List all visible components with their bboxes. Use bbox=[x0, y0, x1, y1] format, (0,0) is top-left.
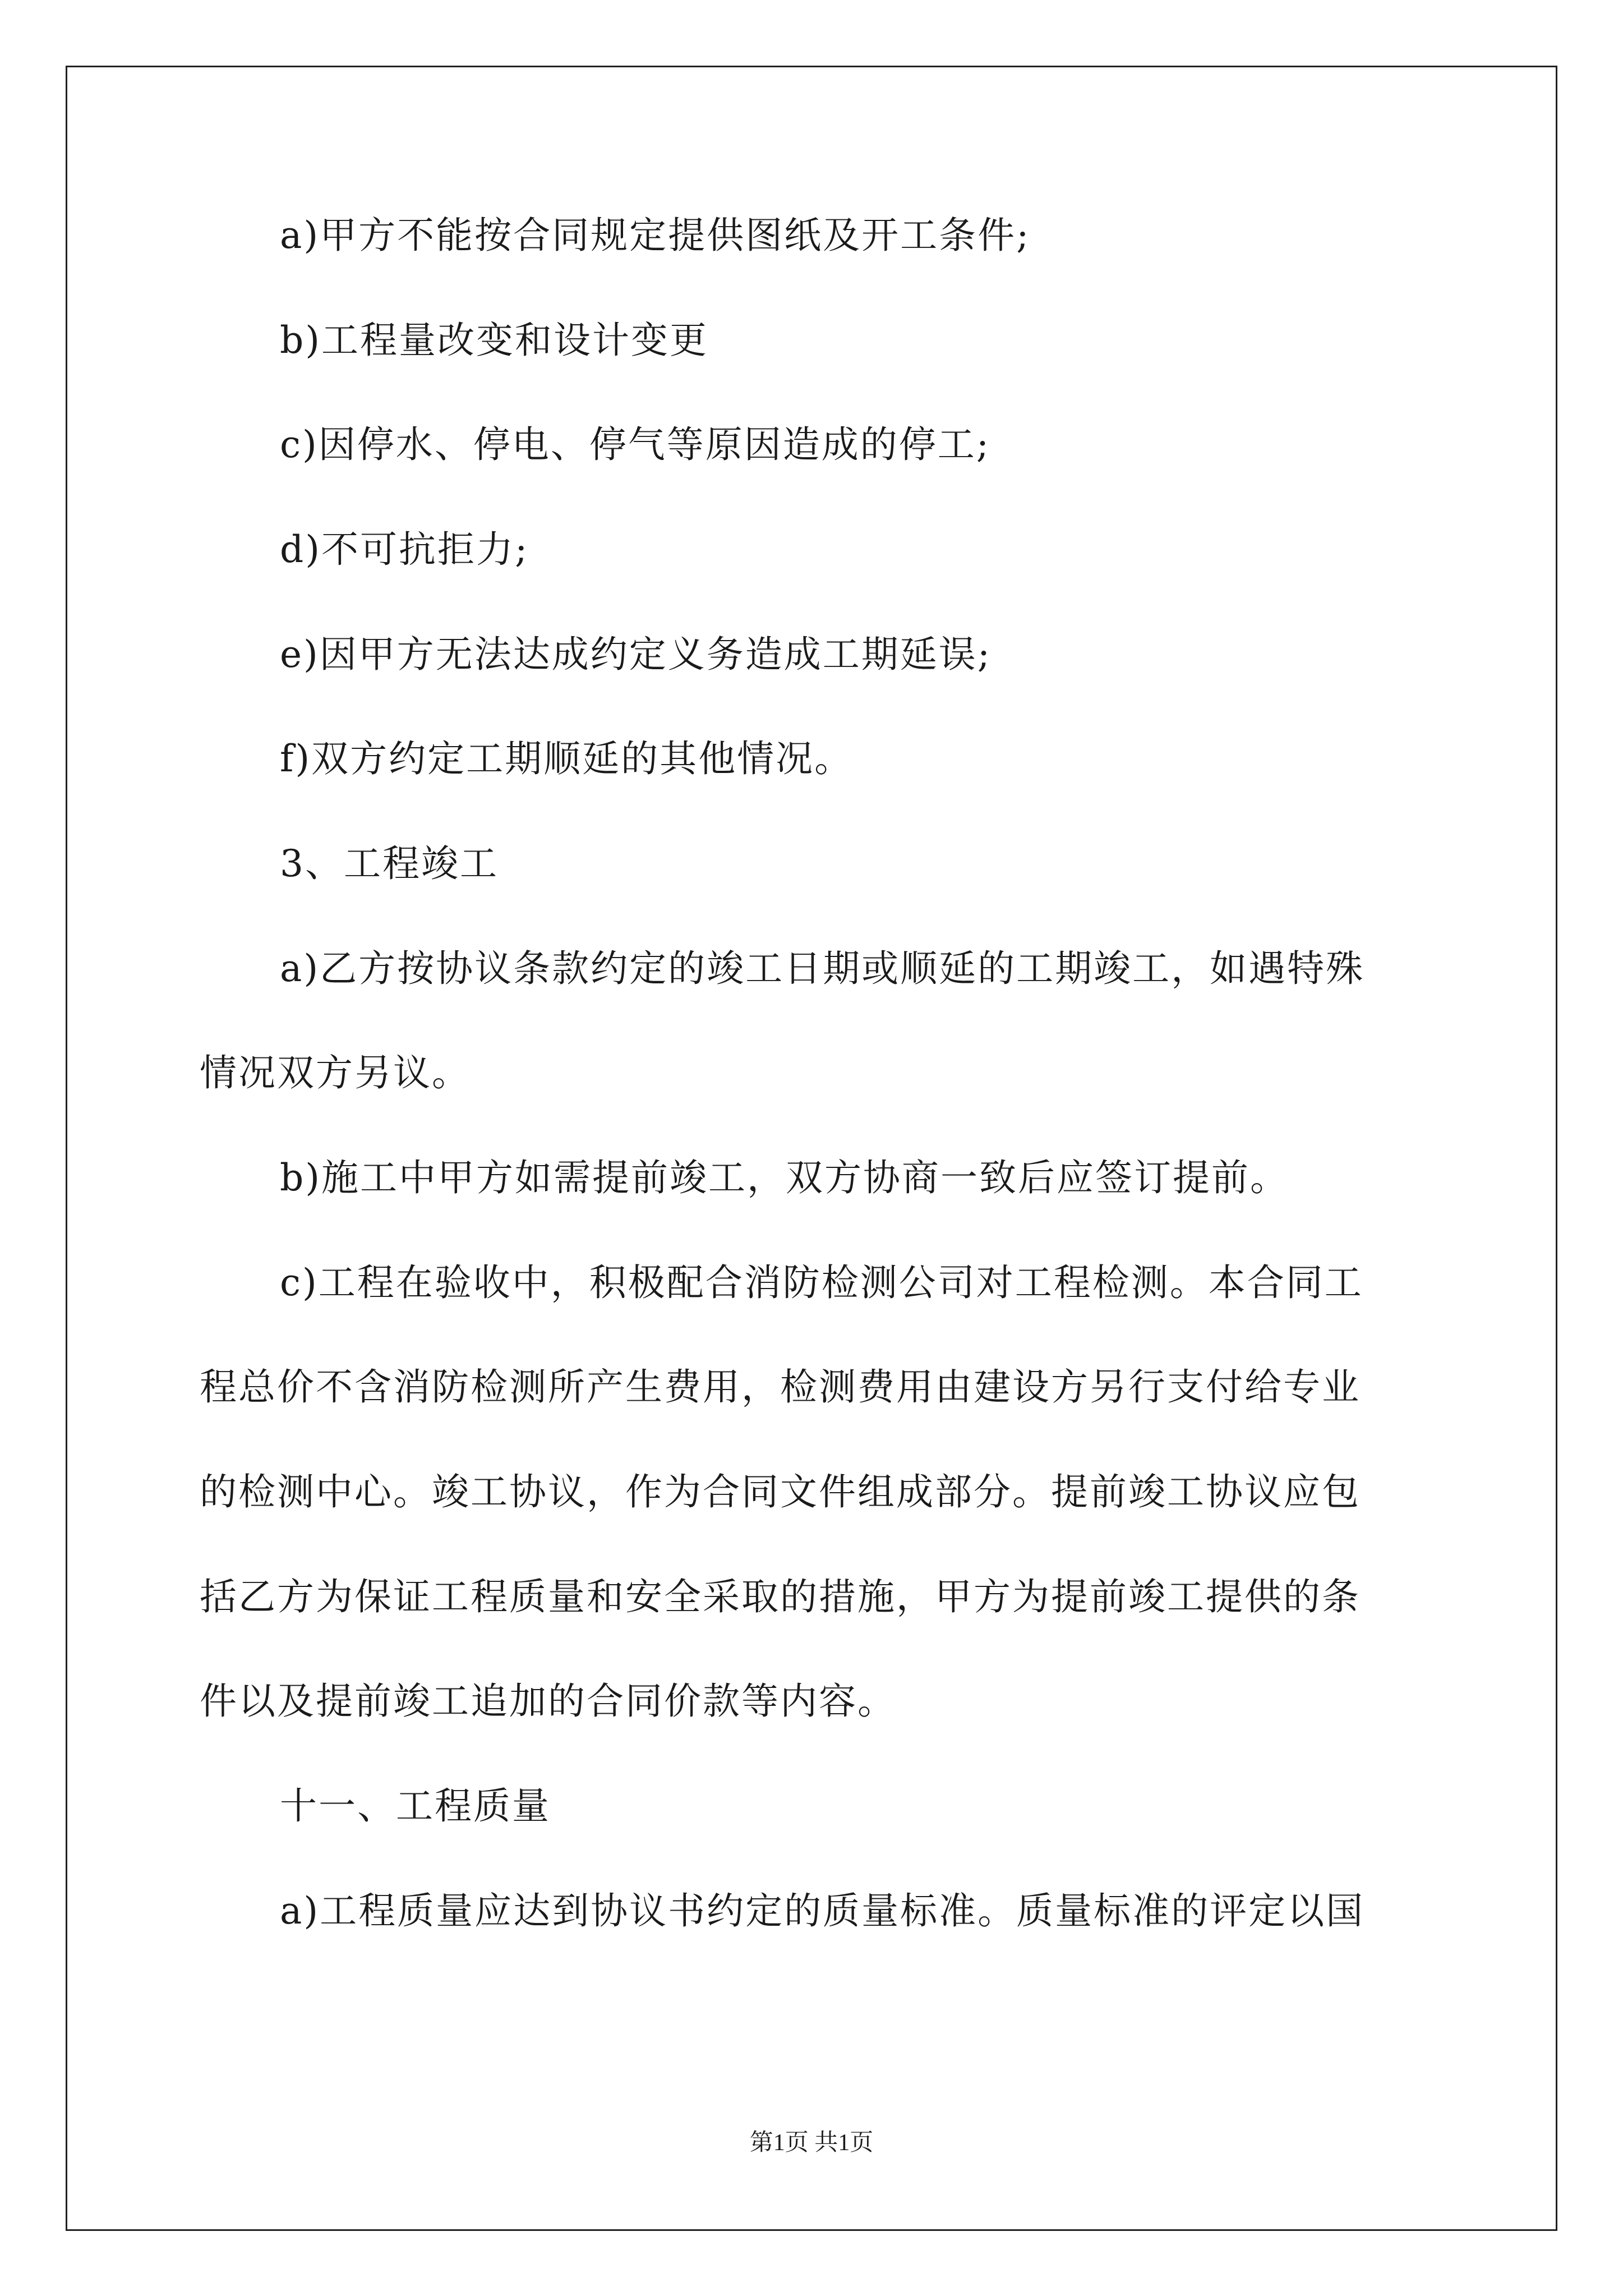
paragraph-line: e)因甲方无法达成约定义务造成工期延误; bbox=[280, 633, 992, 676]
section-heading: 十一、工程质量 bbox=[280, 1784, 551, 1828]
paragraph-line: d)不可抗拒力; bbox=[280, 528, 529, 571]
paragraph-line: 程总价不含消防检测所产生费用，检测费用由建设方另行支付给专业 bbox=[200, 1365, 1361, 1409]
paragraph-line: b)工程量改变和设计变更 bbox=[280, 319, 708, 362]
paragraph-line: a)甲方不能按合同规定提供图纸及开工条件; bbox=[280, 214, 1031, 257]
paragraph-line: 件以及提前竣工追加的合同价款等内容。 bbox=[200, 1680, 896, 1723]
paragraph-line: 括乙方为保证工程质量和安全采取的措施，甲方为提前竣工提供的条 bbox=[200, 1575, 1361, 1618]
paragraph-line: 的检测中心。竣工协议，作为合同文件组成部分。提前竣工协议应包 bbox=[200, 1470, 1361, 1513]
page-number-footer: 第1页 共1页 bbox=[749, 2130, 874, 2156]
paragraph-line: b)施工中甲方如需提前竣工，双方协商一致后应签订提前。 bbox=[280, 1156, 1289, 1199]
paragraph-line: f)双方约定工期顺延的其他情况。 bbox=[280, 737, 854, 780]
section-heading: 3、工程竣工 bbox=[280, 842, 499, 885]
paragraph-line: a)乙方按协议条款约定的竣工日期或顺延的工期竣工，如遇特殊 bbox=[280, 947, 1365, 990]
paragraph-line: 情况双方另议。 bbox=[200, 1051, 471, 1094]
paragraph-line: c)工程在验收中，积极配合消防检测公司对工程检测。本合同工 bbox=[280, 1261, 1363, 1304]
paragraph-line: a)工程质量应达到协议书约定的质量标准。质量标准的评定以国 bbox=[280, 1889, 1365, 1932]
paragraph-line: c)因停水、停电、停气等原因造成的停工; bbox=[280, 423, 990, 466]
